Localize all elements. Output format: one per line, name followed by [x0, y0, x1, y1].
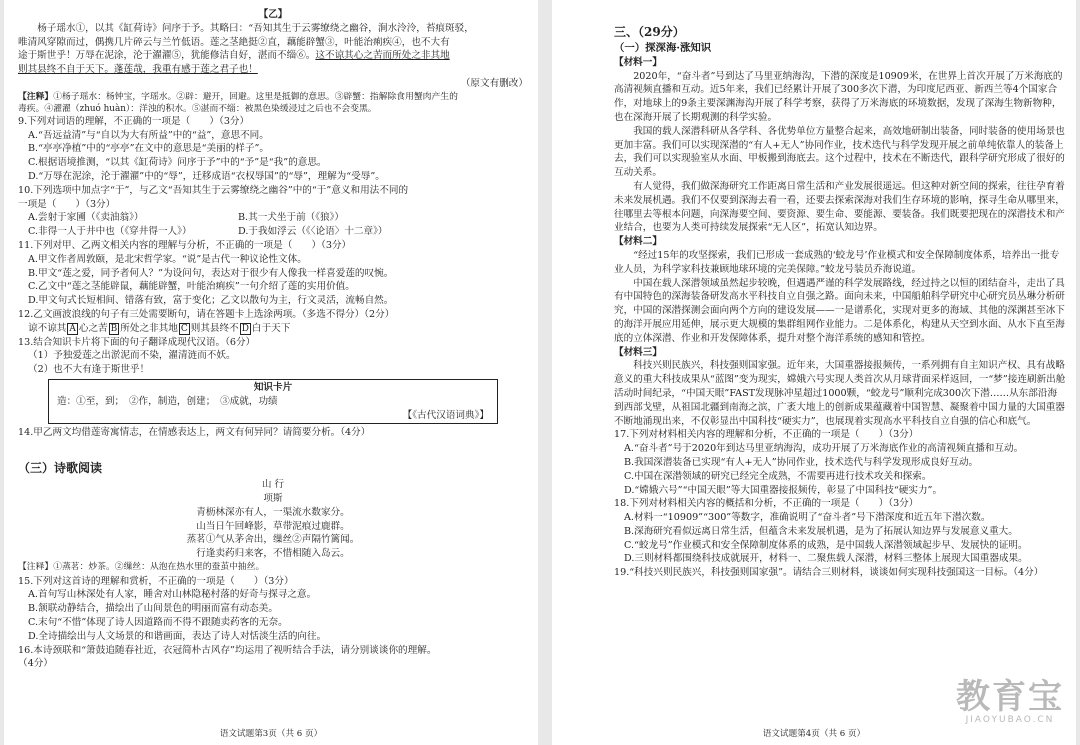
watermark-logo	[956, 679, 1064, 725]
exam-page-4	[552, 0, 1076, 745]
material-1-label: 【材料一】	[614, 56, 662, 68]
poem-note: 【注释】①蒸茗：炒茶。②缫丝：从泡在热水里的蚕茧中抽丝。	[18, 561, 265, 572]
q18-option-d: D.三则材料都围绕科技成就展开，材料一、二聚焦载人深潜，材料三整体上展现大国重器成果。	[624, 553, 1028, 565]
source-note: （原文有删改）	[460, 77, 528, 89]
watermark-text: 教育宝	[956, 677, 1064, 717]
question-15: 15.下列对这首诗的理解和赏析，不正确的一项是（ ）（3分）	[18, 575, 294, 587]
section-title-3: 三、（29分）	[614, 25, 685, 39]
wavy-underline-sentence: 这不谅其心之苦而所处之非其地	[315, 50, 450, 62]
q9-option-a: A.“吾远益清”与“自以为大有所益”中的“益”，意思不同。	[28, 129, 269, 141]
question-16: 16.本诗颈联和“箫鼓追随春社近，衣冠简朴古风存”均运用了视听结合手法，请分别谈谈你的理解。	[18, 644, 437, 656]
question-10-cont: 一项是（ ）（3分）	[18, 198, 116, 210]
question-12: 12.乙文画波浪线的句子有三处需要断句，请在答题卡上选涂两项。（多选不得分）（2分）	[18, 308, 395, 320]
q11-option-a: A.甲文作者周敦颐，是北宋哲学家。“说”是古代一种议论性文体。	[28, 253, 307, 265]
material-2-para-1: “经过15年的攻坚探索，我们已形成一套成熟的‘蛟龙号’作业模式和安全保障制度体系，培养出一批专业人员，为科学家科技兼顾地球环境的完美保障。”蛟龙号装员乔海说道。	[614, 249, 1060, 275]
question-11: 11.下列对甲、乙两文相关内容的理解与分析，不正确的一项是（ ）（3分）	[18, 239, 352, 251]
question-18: 18.下列对材料相关内容的概括和分析，不正确的一项是（ ）（3分）	[614, 498, 919, 510]
knowledge-card-body: 造：①至，到； ②作，制造，创建； ③成就，功绩	[57, 395, 278, 407]
question-9: 9.下列对词语的理解，不正确的一项是（ ）（3分）	[18, 115, 250, 127]
material-1-para-3: 有人觉得，我们做深海研究工作距离日常生活和产业发展很遥远。但这种对新空间的探索，往往孕育着未来发展机遇。我们不仅要到深海去看一看，还要去探索深海对我们生存环境的影响，探寻生命从哪里来，往哪里去等根本问题，向深海要空间、要资源、要生命、要能源、要装备。我们既要把现在的深潜技术和产业结合，也要为人类可持续发展探索“无人区”，拓宽认知边界。	[614, 180, 1065, 234]
page-footer-3: 语文试题第3页（共 6 页）	[219, 729, 323, 739]
material-1-para-2: 我国的载人深潜科研从各学科、各优势单位方量整合起来，高效地研制出装备，同时装备的使用场景也更加丰富。我们可以实现深潜的“有人+无人”协同作业，技术迭代与科学发现开展之前单纯依靠人的装备上去，我们可以实现验室从水面、甲板搬到海底去。这个过程中，技术在不断迭代，跟科学研究形成了很好的互动关系。	[614, 125, 1065, 179]
knowledge-card	[48, 379, 498, 424]
q12-box-d: D	[241, 323, 249, 334]
notes-line-1: 【注释】①杨子瑶水：杨钟宝，字瑶水。②辟：避开，回避。这里是抵御的意思。③辟蟹：指解除食用蟹肉产生的	[18, 91, 458, 102]
question-16-score: （4分）	[18, 658, 53, 670]
material-1-para-1: 2020年，“奋斗者”号到达了马里亚纳海沟，下潜的深度是10909米，在世界上首次开展了万米海底的高清视频直播和互动。近5年来，我们已经累计开展了300多次下潜，为印度尼西亚、新西兰等4个国家合作，对地球上的9条主要深渊海沟开展了科学考察，获得了万米海底的环境数据，发现了深海生物新物种，也在深海开展了长期观测的科学实验。	[614, 70, 1063, 123]
section-subtitle: （一）探深海·涨知识	[614, 42, 712, 54]
q9-option-b: B.“亭亭净植”中的“亭亭”在文中的意思是“美丽的样子”。	[28, 143, 269, 155]
q17-option-c: C.中国在深潜领域的研究已经完全成熟，不需要再进行技术攻关和探索。	[624, 470, 932, 482]
question-14: 14.甲乙两文均借莲寄寓情志，在情感表达上，两文有何异同？请简要分析。（4分）	[18, 427, 371, 439]
poem-line-3: 蒸茗①气从茅舍出，缫丝②声隔竹篱闻。	[186, 534, 360, 546]
q17-option-a: A.“奋斗者”号于2020年到达马里亚纳海沟，成功开展了万米海底作业的高清视频直播和互动。	[624, 443, 1024, 455]
material-2-para-2: 中国在载人深潜领域虽然起步较晚，但遇遇严谨的科学发展路线，经过持之以恒的团结奋斗，走出了具有中国特色的深海装备研发高水平科技自立自强之路。面向未来，中国船舶科学研究中心研究员丛琳分析研究，中国的深潜探测会面向两个方向的建设发展——一是谱系化，实现对更多的海域、其他的深渊甚至冰下的海洋开展应用延伸，展示更大规模的集群组网作业能力。二是体系化，构建从天空到水面、从水下直至海底的立体深潜、作业和开发保障体系，提升对整个海洋系统的感知和管控。	[614, 277, 1065, 344]
material-3-para-1: 科技兴则民族兴，科技强则国家强。近年来，大国重器接报频传，一系列拥有自主知识产权、具有战略意义的重大科技成果从“蓝图”变为现实，嫦娥六号实现人类首次从月球背面采样返回，一“梦”接连刷新出舱活动时间纪录，“中国天眼”FAST发现脉冲星超过1000颗，“蛟龙号”顺利完成300次下潜……从东部沿海到西部戈壁，从祖国北疆到南海之滨，广袤大地上的创新成果蕴藏着中国智慧、凝聚着中国力量的大国重器不断地涌现出来，不仅彰显出中国科技“硬实力”，也展现着实现高水平科技自立自强的信心和底气。	[614, 360, 1066, 427]
page-footer-4: 语文试题第4页（共 6 页）	[762, 729, 866, 739]
knowledge-card-title: 知识卡片	[253, 381, 293, 393]
q15-option-d: D.全诗描绘出与人文场景的和谐画面，表达了诗人对恬淡生活的向往。	[28, 630, 327, 642]
q9-option-c: C.根据语境推测，“以其《缸荷诗》问序于予”中的“予”是“我”的意思。	[28, 157, 327, 169]
poem-line-4: 行逢卖药归来客，不惜相随入岛云。	[196, 548, 350, 560]
q15-option-a: A.首句写山林深处有人家，睡舍对山林隐秘村落的好奇与探寻之意。	[28, 589, 317, 601]
q11-option-c: C.乙文中“莲之茎能辟鼠，藕能辟蟹，叶能治痢疾”一句介绍了莲的实用价值。	[28, 281, 355, 293]
q15-option-c: C.末句“不惜”体现了诗人因道路而不得不跟随卖药客的无奈。	[28, 617, 288, 629]
yi-passage-line-3: 途于斯世乎！万辱在泥涂，沦于濯濯⑤，犹能修洁自好，湛而不缁⑥。这不谅其心之苦而所处之非其地	[18, 50, 450, 62]
question-10: 10.下列选项中加点字“于”，与乙文“吾知其生于云雾缭绕之幽谷”中的“于”意义和用法不同的	[18, 184, 409, 196]
q13-item-1: （1）予独爱莲之出淤泥而不染，濯清涟而不妖。	[28, 350, 236, 362]
q15-option-b: B.颔联动静结合，描绘出了山间景色的明丽而富有动态美。	[28, 603, 278, 615]
q11-option-b: B.甲文“莲之爱，同予者何人？”为设问句，表达对于很少有人像我一样喜爱莲的叹惋。	[28, 267, 394, 279]
q18-option-a: A.材料一“10909”“300”等数字，准确说明了“奋斗者”号下潜深度和近五年下潜次数。	[624, 512, 991, 524]
q13-item-2: （2）也不大有逢于斯世乎！	[28, 364, 150, 376]
q18-option-c: C.“蛟龙号”作业模式和安全保障制度体系的成熟，是中国载人深潜领域起步早、发展快的证明。	[624, 539, 1028, 551]
material-2-label: 【材料二】	[614, 236, 662, 248]
section-title-yi: 【乙】	[258, 9, 288, 20]
q18-option-b: B.深海研究看似远离日常生活，但蕴含未来发展机遇，是为了拓展认知边界与发展意义重大。	[624, 525, 1018, 537]
poem	[18, 478, 528, 561]
yi-passage-line-2: 唯清风穿隙而过，偶携几片碎云与兰竹低语。莲之茎絶挺②直，藕能辟蟹③，叶能治痢疾④，也不大有	[18, 36, 450, 48]
yi-passage-line-4: 则其县终不自于天下。蓬莲哉，我重有感于莲之君子也！	[18, 64, 258, 76]
q12-box-c: C	[180, 323, 188, 334]
poem-line-2: 山当日午回峰影，草带泥痕过鹿群。	[196, 520, 350, 532]
q12-box-b: B	[110, 323, 118, 334]
q12-box-a: A	[69, 323, 76, 334]
q10-options-cd: C.非得一人于井中也（《穿井得一人》） D.于我如浮云（《〈论语〉十二章》）	[28, 226, 388, 238]
section-poetry-reading: （三）诗歌阅读	[18, 461, 103, 476]
exam-page-3	[4, 0, 538, 745]
knowledge-card-source: 【《古代汉语词典》】	[402, 409, 489, 421]
poem-line-1: 青枥林深亦有人，一渠流水数家分。	[196, 506, 350, 518]
material-3-label: 【材料三】	[614, 346, 662, 358]
q10-options-ab: A.尝射于家圃（《卖油翁》） B.其一犬坐于前（《狼》）	[28, 212, 345, 224]
question-17: 17.下列对材料相关内容的理解和分析，不正确的一项是（ ）（3分）	[614, 429, 919, 441]
notes-line-2: 毒疾。④濯濯（zhuó huàn）：洋浊的积水。⑤湛而不缁：被黑色染缓浸过之后也不会变黑。	[18, 103, 377, 114]
watermark-url: JIAOYUBAO.CN	[965, 715, 1055, 725]
poem-title: 山 行	[261, 479, 285, 491]
q11-option-d: D.甲文句式长短相间、错落有致，富于变化；乙文以散句为主，行文灵活，流畅自然。	[28, 295, 394, 307]
q9-option-d: D.“万辱在泥涂，沦于濯濯”中的“辱”，迁移成语“衣权辱国”的“辱”，理解为“受辱”。	[28, 170, 385, 182]
q17-option-b: B.我国深潜装备已实现“有人+无人”协同作业，技术迭代与科学发现形成良好互动。	[624, 456, 979, 468]
question-13: 13.结合知识卡片将下面的句子翻译成现代汉语。（6分）	[18, 336, 256, 348]
q17-option-d: D.“嫦娥六号”“中国天眼”等大国重器接报频传，彰显了中国科技“硬实力”。	[624, 484, 943, 496]
q12-segment-line: 谅不谅其 A 心之苦 B 所处之非其地 C 则其县终不 D 白于天下	[28, 322, 291, 334]
yi-passage-line-1: 杨子瑶水①，以其《缸荷诗》问序于予。其略曰：“吾知其生于云雾缭绕之幽谷，涧水泠泠，苔痕斑驳，	[37, 22, 474, 34]
question-19: 19.“科技兴则民族兴，科技强则国家强”。请结合三则材料，谈谈如何实现科技强国这一目标。（4分）	[614, 567, 1044, 579]
poem-author: 项斯	[263, 492, 283, 504]
